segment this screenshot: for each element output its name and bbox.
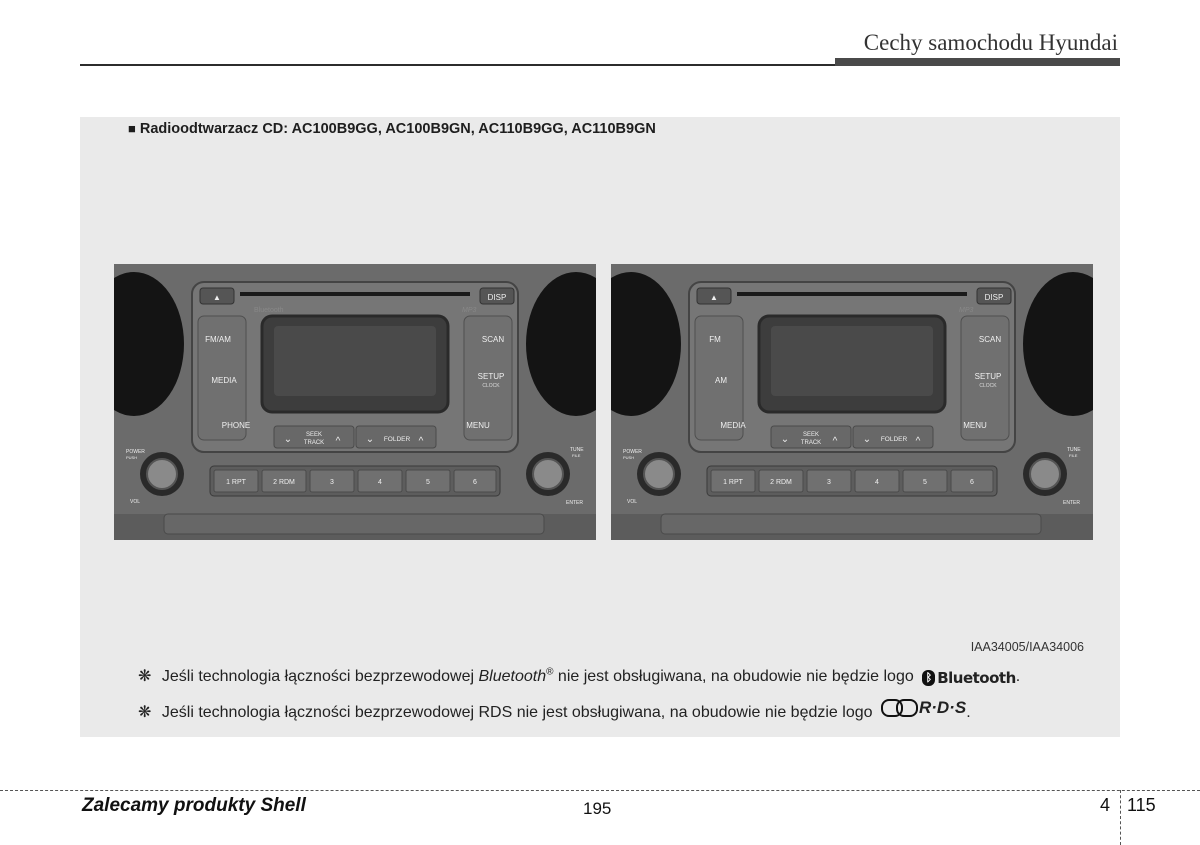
- footer-center-number: 195: [583, 799, 612, 818]
- preset-6-button[interactable]: 6: [473, 479, 477, 486]
- note-text-rds: Jeśli technologia łączności bezprzewodowej RDS nie jest obsługiwana, na obudowie nie będzie logo: [161, 704, 873, 721]
- footer-vertical-dashed-rule: [1120, 790, 1121, 845]
- registered-mark: ®: [546, 666, 554, 678]
- fm-button[interactable]: FM: [709, 335, 721, 344]
- seek-down-icon[interactable]: ⌄: [283, 434, 293, 445]
- note-bluetooth-word: Bluetooth: [478, 668, 547, 685]
- seek-label: SEEK: [802, 432, 820, 438]
- note-text-a: Jeśli technologia łączności bezprzewodowej: [161, 668, 475, 685]
- bluetooth-brand-label: Bluetooth: [254, 307, 284, 314]
- track-label: TRACK: [303, 440, 325, 446]
- preset-3-button[interactable]: 3: [330, 479, 334, 486]
- footer-page-number: 115: [1127, 795, 1156, 815]
- bluetooth-logo-icon: ᛒ Bluetooth: [922, 669, 1016, 687]
- power-label: POWER: [623, 449, 642, 455]
- scan-button[interactable]: SCAN: [481, 335, 505, 344]
- am-button[interactable]: AM: [715, 376, 727, 385]
- folder-down-icon[interactable]: ⌄: [862, 434, 872, 445]
- note-bluetooth: [138, 666, 1020, 687]
- figure-caption: [128, 121, 656, 137]
- eject-button[interactable]: ▲: [710, 293, 718, 302]
- preset-6-button[interactable]: 6: [970, 479, 974, 486]
- figure-panel: [80, 117, 1120, 737]
- enter-label: ENTER: [1063, 500, 1080, 506]
- rds-logo-icon: R·D·S: [881, 698, 966, 718]
- folder-label: FOLDER: [880, 436, 908, 443]
- file-label: FILE: [572, 453, 581, 458]
- menu-button[interactable]: MENU: [963, 421, 987, 430]
- eject-button[interactable]: ▲: [213, 293, 221, 302]
- note-period: .: [1015, 668, 1021, 685]
- mp3-label: MP3: [959, 307, 974, 314]
- enter-label: ENTER: [566, 500, 583, 506]
- volume-knob[interactable]: [147, 459, 177, 489]
- tune-knob[interactable]: [1030, 459, 1060, 489]
- note-period: .: [966, 704, 971, 721]
- seek-up-icon[interactable]: ^: [335, 436, 341, 447]
- header-accent-bar: [835, 58, 1120, 66]
- seek-label: SEEK: [305, 432, 323, 438]
- preset-1-button[interactable]: 1 RPT: [226, 479, 246, 486]
- push-label: PUSH: [623, 455, 635, 460]
- note-rds: [138, 698, 971, 722]
- caption-text: Radioodtwarzacz CD: AC100B9GG, AC100B9GN, AC110B9GG, AC110B9GN: [139, 121, 656, 137]
- folder-up-icon[interactable]: ^: [915, 436, 921, 447]
- note-text-b: nie jest obsługiwana, na obudowie nie będzie logo: [557, 668, 914, 685]
- menu-button[interactable]: MENU: [466, 421, 490, 430]
- media-button[interactable]: MEDIA: [211, 376, 237, 385]
- note-star-icon: ❋: [138, 668, 152, 685]
- folder-down-icon[interactable]: ⌄: [365, 434, 375, 445]
- tune-label: TUNE: [1067, 447, 1081, 453]
- vol-label: VOL: [627, 499, 638, 505]
- radio-unit-left: [114, 264, 596, 540]
- footer-left-text: Zalecamy produkty Shell: [82, 795, 306, 816]
- setup-button[interactable]: SETUP: [477, 372, 505, 381]
- setup-button[interactable]: SETUP: [974, 372, 1002, 381]
- scan-button[interactable]: SCAN: [978, 335, 1002, 344]
- phone-button[interactable]: PHONE: [221, 421, 251, 430]
- push-label: PUSH: [126, 455, 138, 460]
- figure-code: IAA34005/IAA34006: [970, 640, 1084, 654]
- note-star-icon: ❋: [138, 704, 152, 721]
- tune-label: TUNE: [570, 447, 584, 453]
- preset-3-button[interactable]: 3: [827, 479, 831, 486]
- clock-label: CLOCK: [482, 383, 500, 389]
- preset-1-button[interactable]: 1 RPT: [723, 479, 743, 486]
- disp-button[interactable]: DISP: [487, 293, 507, 302]
- mp3-label: MP3: [462, 307, 477, 314]
- file-label: FILE: [1069, 453, 1078, 458]
- disp-button[interactable]: DISP: [984, 293, 1004, 302]
- media-button[interactable]: MEDIA: [720, 421, 746, 430]
- vol-label: VOL: [130, 499, 141, 505]
- volume-knob[interactable]: [644, 459, 674, 489]
- seek-up-icon[interactable]: ^: [832, 436, 838, 447]
- preset-4-button[interactable]: 4: [378, 479, 382, 486]
- tune-knob[interactable]: [533, 459, 563, 489]
- preset-2-button[interactable]: 2 RDM: [273, 479, 295, 486]
- clock-label: CLOCK: [979, 383, 997, 389]
- track-label: TRACK: [800, 440, 822, 446]
- footer-chapter-number: 4: [1100, 795, 1111, 815]
- square-bullet-icon: ■: [128, 121, 136, 136]
- preset-5-button[interactable]: 5: [923, 479, 927, 486]
- power-label: POWER: [126, 449, 145, 455]
- preset-4-button[interactable]: 4: [875, 479, 879, 486]
- preset-2-button[interactable]: 2 RDM: [770, 479, 792, 486]
- footer-dashed-rule: [0, 790, 1200, 791]
- preset-5-button[interactable]: 5: [426, 479, 430, 486]
- seek-down-icon[interactable]: ⌄: [780, 434, 790, 445]
- folder-up-icon[interactable]: ^: [418, 436, 424, 447]
- folder-label: FOLDER: [383, 436, 411, 443]
- page-header-title: Cechy samochodu Hyundai: [863, 30, 1118, 55]
- cd-slot: [240, 292, 470, 296]
- fm-am-button[interactable]: FM/AM: [205, 335, 231, 344]
- cd-slot: [737, 292, 967, 296]
- radio-unit-right: [611, 264, 1093, 540]
